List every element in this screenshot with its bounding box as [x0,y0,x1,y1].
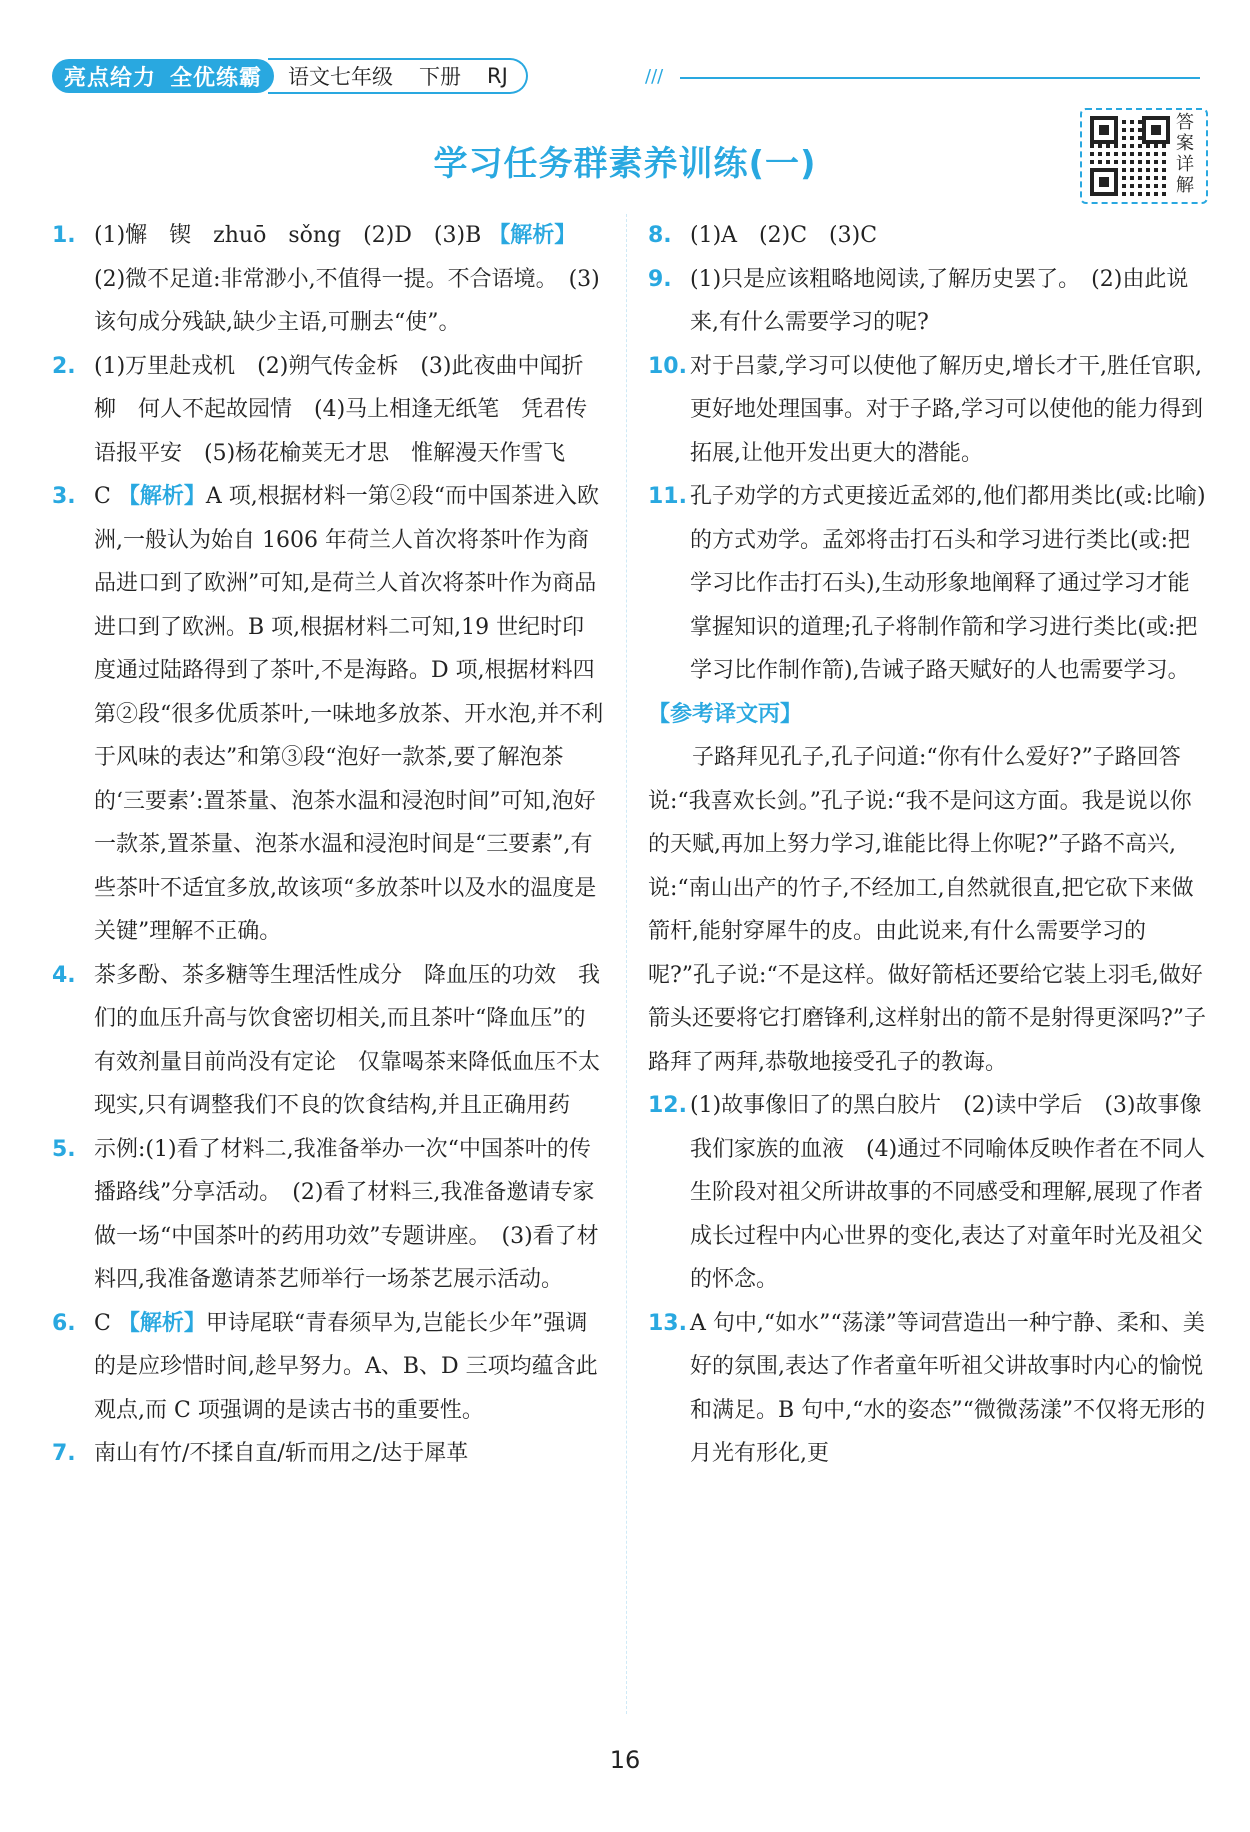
reference-heading: 【参考译文丙】 [648,701,803,727]
answer-text: A 句中,“如水”“荡漾”等词营造出一种宁静、柔和、美好的氛围,表达了作者童年听祖父讲故事时内心的愉悦和满足。B 句中,“水的姿态”“微微荡漾”不仅将无形的月光有形化,更 [690,1310,1206,1466]
qr-label: 答案详解 [1176,112,1194,196]
answer-number: 2. [52,353,76,379]
book-info [268,58,528,94]
answer-text: A 项,根据材料一第②段“而中国茶进入欧洲,一般认为始自 1606 年荷兰人首次将茶叶作为商品进口到了欧洲”可知,是荷兰人首次将茶叶作为商品进口到了欧洲。B 项,根据材料二可知,19 世纪时印度通过陆路得到了茶叶,不是海路。D 项,根据材料四第②段“很多优质茶叶,一味地多放茶、开水泡,并不利于风味的表达”和第③段“泡好一款茶,要了解泡茶的‘三要素’:置茶量、泡茶水温和浸泡时间”可知,泡好一款茶,置茶量、泡茶水温和浸泡时间是“三要素”,有些茶叶不适宜多放,故该项“多放茶叶以及水的温度是关键”理解不正确。 [94,484,604,944]
book-volume: 下册 [419,65,462,89]
answer-number: 7. [52,1441,76,1466]
answer-text: (1)只是应该粗略地阅读,了解历史罢了。 (2)由此说来,有什么需要学习的呢? [690,266,1189,335]
answer-text: 孔子劝学的方式更接近孟郊的,他们都用类比(或:比喻)的方式劝学。孟郊将击打石头和学习进行类比(或:把学习比作击打石头),生动形象地阐释了通过学习才能掌握知识的道理;孔子将制作箭和学习进行类比(或:把学习比作制作箭),告诫子路天赋好的人也需要学习。 [690,484,1206,683]
reference-translation [648,693,1208,1085]
answer-number: 1. [52,223,76,248]
answer-item [648,1084,1208,1302]
reference-text: 子路拜见孔子,孔子问道:“你有什么爱好?”子路回答说:“我喜欢长剑。”孔子说:“我不是问这方面。我是说以你的天赋,再加上努力学习,谁能比得上你呢?”子路不高兴,说:“南山出产的竹子,不经加工,自然就很直,把它砍下来做箭杆,能射穿犀牛的皮。由此说来,有什么需要学习的呢?”孔子说:“不是这样。做好箭栝还要给它装上羽毛,做好箭头还要将它打磨锋利,这样射出的箭不是射得更深吗?”子路拜了两拜,恭敬地接受孔子的教诲。 [648,745,1207,1075]
header-rule [680,77,1200,79]
page-number: 16 [609,1746,641,1774]
book-grade: 语文七年级 [288,65,394,89]
answer-text: C [94,484,118,509]
answer-item [648,258,1208,345]
answer-number: 12. [648,1093,687,1118]
answer-item [52,1128,604,1302]
column-divider [626,214,627,1714]
answer-number: 3. [52,484,76,509]
answer-text: (1)懈 锲 zhuō sǒng (2)D (3)B [94,223,489,248]
answer-number: 6. [52,1310,76,1336]
answer-text: (2)微不足道:非常渺小,不值得一提。不合语境。 (3)该句成分残缺,缺少主语,可删去“使”。 [94,266,600,335]
answer-text: 甲诗尾联“青春须早为,岂能长少年”强调的是应珍惜时间,趁早努力。A、B、D 三项均蕴含此观点,而 C 项强调的是读古书的重要性。 [94,1310,598,1423]
answer-item [648,345,1208,476]
analysis-tag: 【解析】 [488,223,577,248]
right-column [648,214,1208,1476]
series-header [52,58,528,94]
left-column [52,214,604,1476]
answer-number: 10. [648,353,687,379]
answer-item [52,345,604,476]
series-brand [52,59,274,93]
answer-item [648,1302,1208,1476]
header-slashes: /// [645,66,664,87]
answer-text: 南山有竹/不揉自直/斩而用之/达于犀革 [94,1441,469,1466]
answer-item [52,1432,604,1476]
answer-number: 13. [648,1310,687,1336]
answer-text: (1)故事像旧了的黑白胶片 (2)读中学后 (3)故事像我们家族的血液 (4)通过不同喻体反映作者在不同人生阶段对祖父所讲故事的不同感受和理解,展现了作者成长过程中内心世界的变化,表达了对童年时光及祖父的怀念。 [690,1093,1206,1292]
answer-text: 示例:(1)看了材料二,我准备举办一次“中国茶叶的传播路线”分享活动。 (2)看了材料三,我准备邀请专家做一场“中国茶叶的药用功效”专题讲座。 (3)看了材料四,我准备邀请茶艺师举行一场茶艺展示活动。 [94,1136,599,1292]
answer-number: 9. [648,266,672,292]
answer-item [52,954,604,1128]
answer-number: 8. [648,223,672,248]
answer-text: (1)A (2)C (3)C [690,223,878,248]
answer-number: 4. [52,962,76,988]
answer-item [648,214,1208,258]
analysis-tag: 【解析】 [117,1310,206,1336]
answer-item [52,475,604,954]
answer-text: (1)万里赴戎机 (2)朔气传金柝 (3)此夜曲中闻折柳 何人不起故园情 (4)马上相逢无纸笔 凭君传语报平安 (5)杨花榆荚无才思 惟解漫天作雪飞 [94,353,588,466]
answer-item [52,1302,604,1433]
answer-text: 茶多酚、茶多糖等生理活性成分 降血压的功效 我们的血压升高与饮食密切相关,而且茶叶“降血压”的有效剂量目前尚没有定论 仅靠喝茶来降低血压不太现实,只有调整我们不良的饮食结构,并且正确用药 [94,962,601,1118]
answer-item [648,475,1208,693]
page-title: 学习任务群素养训练(一) [433,144,817,184]
answer-number: 11. [648,484,687,509]
analysis-tag: 【解析】 [117,484,206,509]
right-items-top [648,214,1208,693]
answer-text: C [94,1310,118,1336]
answer-text: 对于吕蒙,学习可以使他了解历史,增长才干,胜任官职,更好地处理国事。对于子路,学习可以使他的能力得到拓展,让他开发出更大的潜能。 [690,353,1203,466]
brand-name-2: 全优练霸 [170,65,263,91]
right-items-bottom [648,1084,1208,1476]
book-edition: RJ [487,64,508,88]
brand-name-1: 亮点给力 [64,65,157,91]
answer-number: 5. [52,1136,76,1162]
answer-item [52,214,604,345]
